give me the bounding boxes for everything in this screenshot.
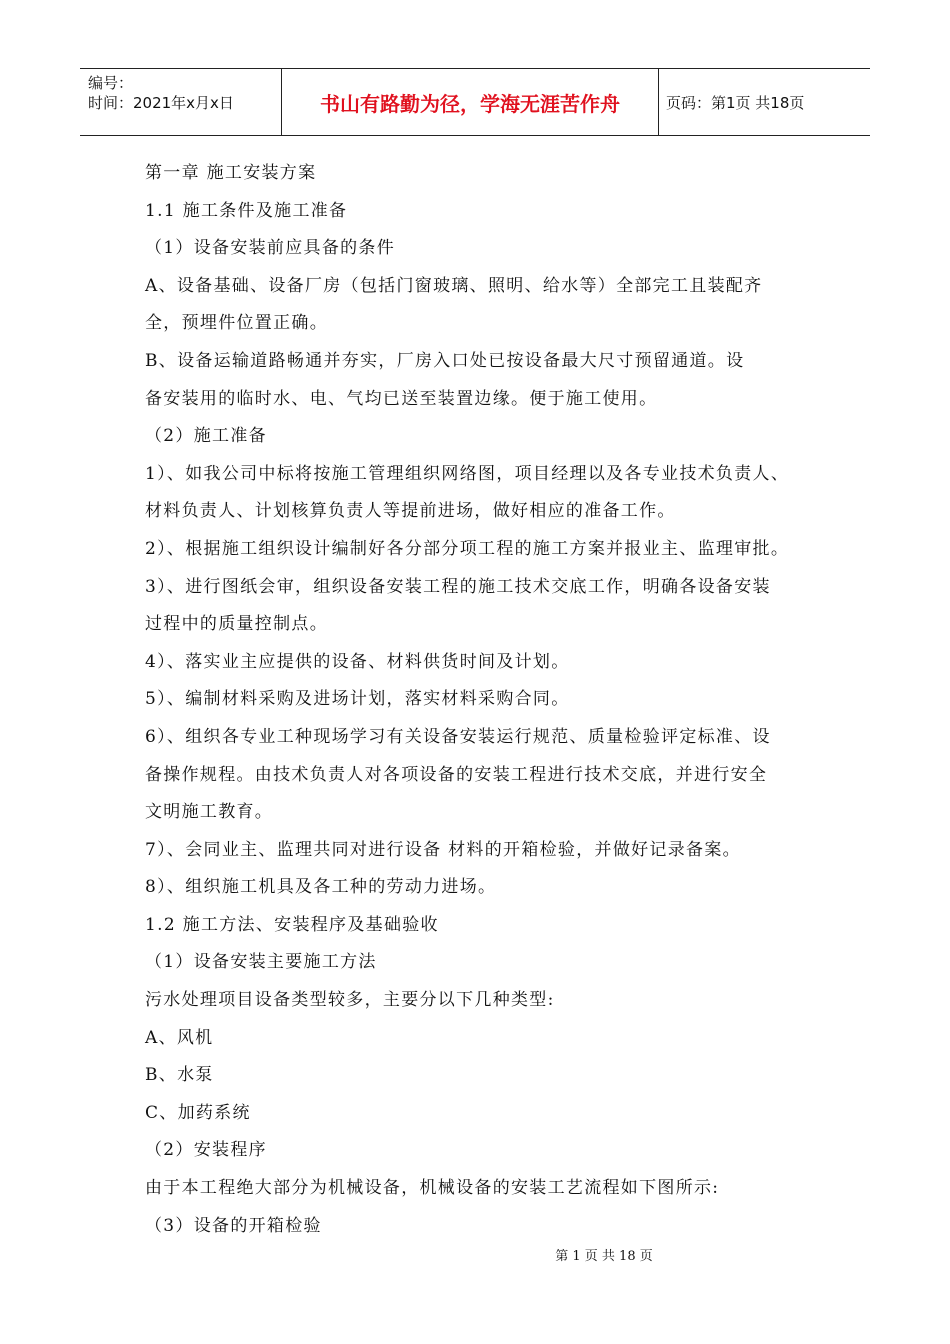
body-line: A、风机 xyxy=(145,1027,214,1048)
body-line: 6）、组织各专业工种现场学习有关设备安装运行规范、质量检验评定标准、设 xyxy=(145,726,771,747)
header-slogan: 书山有路勤为径，学海无涯苦作舟 xyxy=(320,91,620,116)
body-line: 4）、落实业主应提供的设备、材料供货时间及计划。 xyxy=(145,651,570,672)
body-line: 7）、会同业主、监理共同对进行设备 材料的开箱检验，并做好记录备案。 xyxy=(145,839,741,860)
body-line: 备安装用的临时水、电、气均已送至装置边缘。便于施工使用。 xyxy=(145,388,658,409)
header-left-cell xyxy=(88,73,278,113)
document-time: 时间：2021年x月x日 xyxy=(88,94,234,112)
body-line: B、水泵 xyxy=(145,1065,214,1086)
body-line: 2）、根据施工组织设计编制好各分部分项工程的施工方案并报业主、监理审批。 xyxy=(145,538,790,559)
header-divider-right xyxy=(658,69,659,135)
body-line: 8）、组织施工机具及各工种的劳动力进场。 xyxy=(145,877,497,898)
body-line: （1）设备安装主要施工方法 xyxy=(145,952,377,973)
header-table xyxy=(80,68,870,136)
body-line: 1.2 施工方法、安装程序及基础验收 xyxy=(145,914,439,935)
body-line: 过程中的质量控制点。 xyxy=(145,614,328,635)
body-line: （2）安装程序 xyxy=(145,1140,267,1161)
body-line: 文明施工教育。 xyxy=(145,802,274,823)
document-number-label: 编号： xyxy=(88,74,134,92)
body-line: 1.1 施工条件及施工准备 xyxy=(145,200,348,221)
footer-page-number: 第 1 页 共 18 页 xyxy=(555,1249,653,1264)
document-body xyxy=(145,155,835,1245)
body-line: （3）设备的开箱检验 xyxy=(145,1215,322,1236)
header-page-info: 页码：第1页 共18页 xyxy=(666,93,805,112)
body-line: 污水处理项目设备类型较多，主要分以下几种类型: xyxy=(145,990,555,1011)
page-footer xyxy=(0,1245,950,1264)
body-line: 材料负责人、计划核算负责人等提前进场，做好相应的准备工作。 xyxy=(145,501,676,522)
body-line: 备操作规程。由技术负责人对各项设备的安装工程进行技术交底，并进行安全 xyxy=(145,764,768,785)
body-line: 全，预埋件位置正确。 xyxy=(145,313,328,334)
body-line: A、设备基础、设备厂房（包括门窗玻璃、照明、给水等）全部完工且装配齐 xyxy=(145,275,763,296)
body-line: （1）设备安装前应具备的条件 xyxy=(145,238,396,259)
body-line: 5）、编制材料采购及进场计划，落实材料采购合同。 xyxy=(145,689,570,710)
body-line: C、加药系统 xyxy=(145,1102,251,1123)
body-line: （2）施工准备 xyxy=(145,426,267,447)
body-line: 1）、如我公司中标将按施工管理组织网络图，项目经理以及各专业技术负责人、 xyxy=(145,463,790,484)
body-line: B、设备运输道路畅通并夯实，厂房入口处已按设备最大尺寸预留通道。设 xyxy=(145,350,745,371)
body-line: 第一章 施工安装方案 xyxy=(145,163,317,183)
body-line: 3）、进行图纸会审，组织设备安装工程的施工技术交底工作，明确各设备安装 xyxy=(145,576,771,597)
body-line: 由于本工程绝大部分为机械设备，机械设备的安装工艺流程如下图所示: xyxy=(145,1178,720,1199)
